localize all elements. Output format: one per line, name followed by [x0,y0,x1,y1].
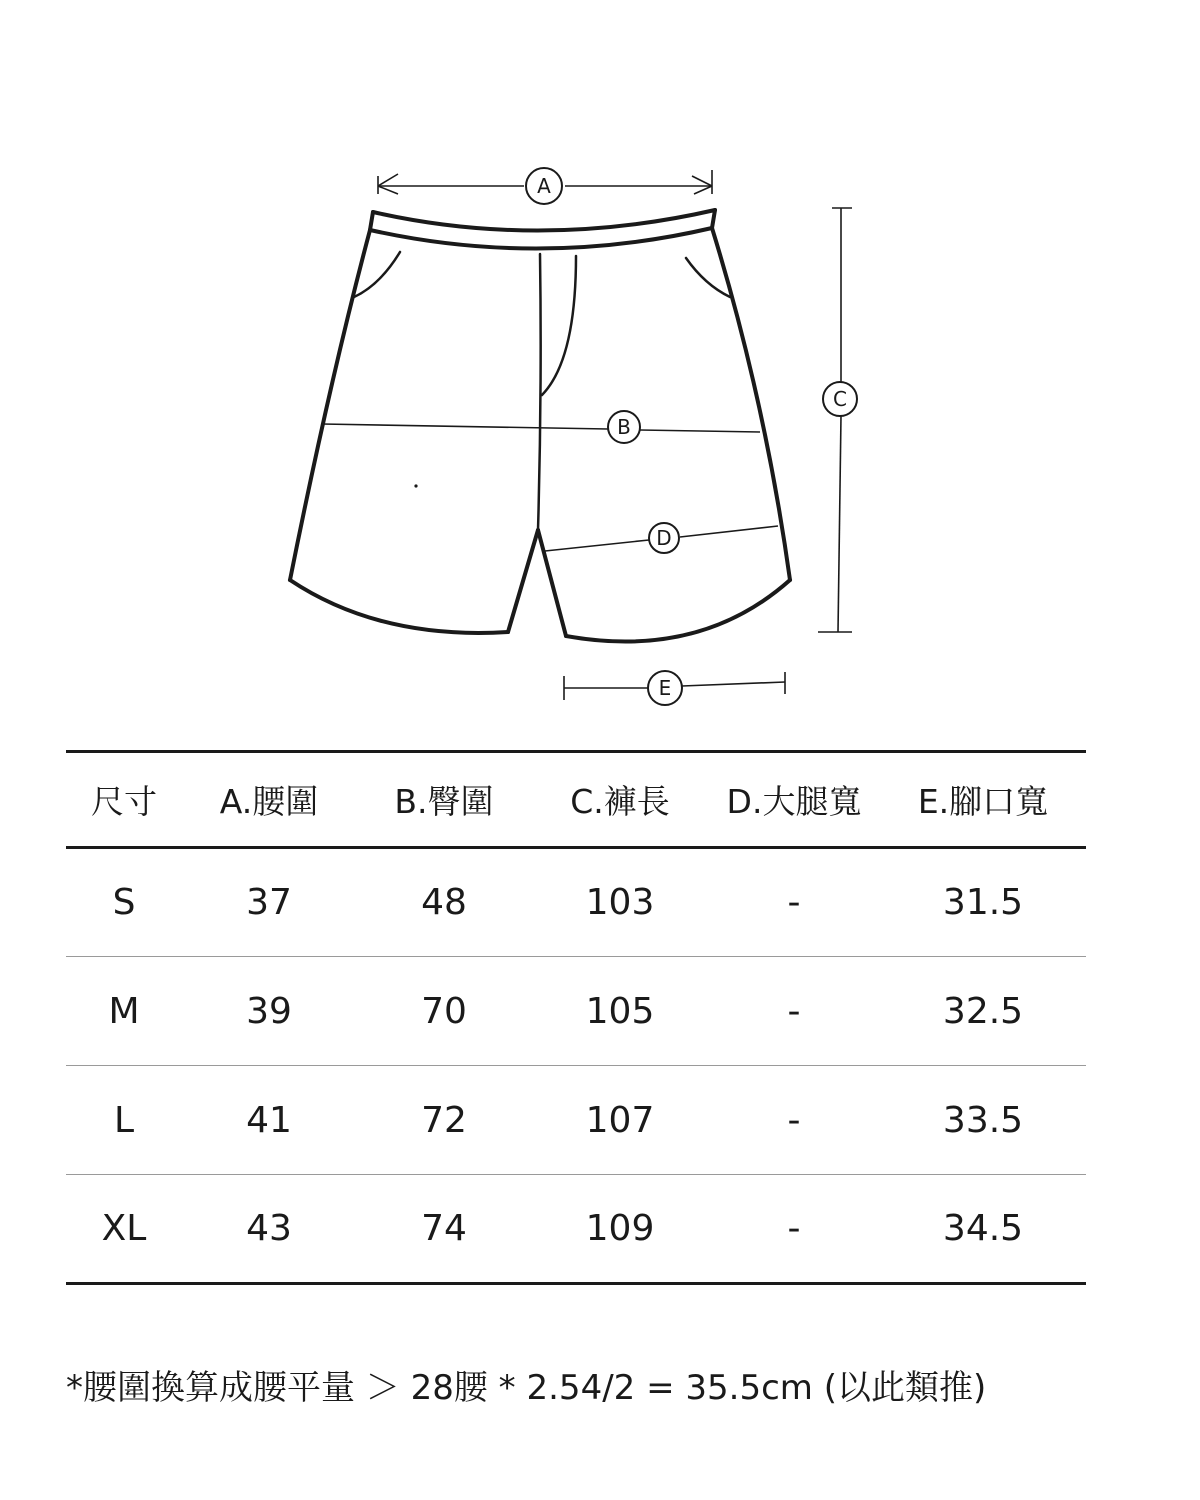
cell-length: 109 [585,1208,655,1249]
cell-waist: 41 [246,1099,292,1141]
table-header-row [66,752,1086,848]
table-row [66,957,1086,1066]
header-length: C.褲長 [570,782,670,821]
label-a: A [537,174,551,198]
cell-waist: 37 [246,882,292,923]
label-c: C [833,387,847,411]
measure-c-length [818,208,857,632]
label-d: D [656,526,672,550]
cell-hip: 70 [421,990,467,1032]
header-thigh: D.大腿寬 [726,782,862,821]
header-size: 尺寸 [91,782,157,821]
label-b: B [617,415,631,439]
cell-size: M [108,990,140,1032]
cell-leg-opening: 32.5 [942,990,1024,1032]
cell-waist: 39 [246,990,292,1032]
cell-thigh: - [787,1099,801,1141]
cell-size: L [113,1099,135,1141]
label-e: E [658,676,672,700]
cell-leg-opening: 31.5 [942,882,1024,923]
table-row [66,848,1086,957]
cell-waist: 43 [246,1208,292,1249]
waist-conversion-note: *腰圍換算成腰平量 ＞ 28腰 * 2.54/2 = 35.5cm (以此類推) [66,1368,987,1408]
cell-thigh: - [787,990,801,1032]
cell-hip: 72 [421,1099,467,1141]
cell-leg-opening: 34.5 [942,1208,1024,1249]
header-hip: B.臀圍 [394,782,494,821]
cell-length: 105 [585,990,655,1032]
cell-length: 103 [585,882,655,923]
cell-leg-opening: 33.5 [942,1099,1024,1141]
size-chart-table [66,750,1086,1285]
header-leg-opening: E.腳口寬 [917,782,1049,821]
measure-e-leg-opening [564,671,785,705]
shorts-illustration [290,210,790,642]
cell-thigh: - [787,882,801,923]
header-waist: A.腰圍 [219,782,319,821]
table-row [66,1066,1086,1175]
cell-size: XL [101,1208,147,1249]
shorts-measurement-diagram [0,0,1200,740]
table-row [66,1175,1086,1284]
cell-hip: 48 [421,882,467,923]
cell-thigh: - [787,1208,801,1249]
cell-length: 107 [585,1099,655,1141]
cell-hip: 74 [421,1208,467,1249]
cell-size: S [112,882,136,923]
